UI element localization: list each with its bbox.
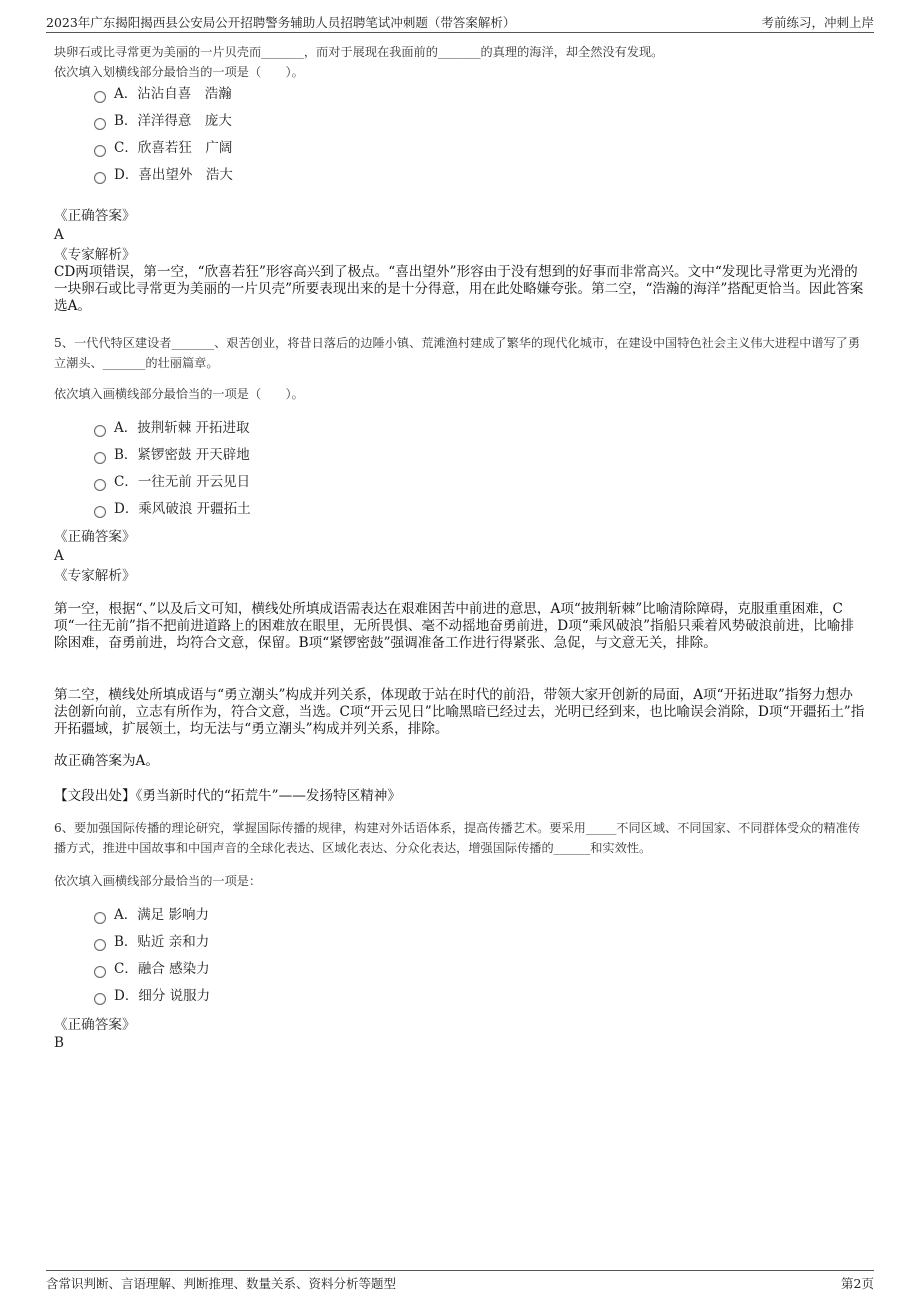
q5-option-c[interactable]: C．一往无前 开云见日 [54, 469, 866, 496]
q6-option-b[interactable]: B．贴近 亲和力 [54, 929, 866, 956]
q6-answer: B [54, 1035, 64, 1051]
q5-prompt: 依次填入画横线部分最恰当的一项是（ ）。 [54, 387, 304, 401]
q5-option-d[interactable]: D．乘风破浪 开疆拓土 [54, 496, 866, 523]
q4-options [54, 81, 866, 189]
q4-answer-label: 《正确答案》 [54, 208, 136, 224]
q4-answer: A [54, 227, 64, 243]
q6-answer-label: 《正确答案》 [54, 1017, 136, 1033]
q5-analysis-label: 《专家解析》 [54, 568, 136, 584]
q4-analysis-label: 《专家解析》 [54, 247, 136, 263]
radio-icon[interactable] [94, 145, 106, 157]
q6-options [54, 902, 866, 1010]
q6-option-d[interactable]: D．细分 说服力 [54, 983, 866, 1010]
page-header [46, 10, 874, 33]
q5-conclusion: 故正确答案为A。 [54, 753, 159, 769]
radio-icon[interactable] [94, 966, 106, 978]
radio-icon[interactable] [94, 506, 106, 518]
radio-icon[interactable] [94, 912, 106, 924]
radio-icon[interactable] [94, 993, 106, 1005]
q6-option-c[interactable]: C．融合 感染力 [54, 956, 866, 983]
footer-note: 含常识判断、言语理解、判断推理、数量关系、资料分析等题型 [46, 1276, 397, 1291]
document-title: 2023年广东揭阳揭西县公安局公开招聘警务辅助人员招聘笔试冲刺题（带答案解析） [46, 15, 516, 30]
q4-analysis: CD两项错误，第一空，“欣喜若狂”形容高兴到了极点。“喜出望外”形容由于没有想到的好事而非常高兴。文中“发现比寻常更为光滑的一块卵石或比寻常更为美丽的一片贝壳”所要表现出来的是十分得意，用在此处略嫌夸张。第二空，“浩瀚的海洋”搭配更恰当。因此答案选A。 [54, 264, 864, 314]
radio-icon[interactable] [94, 939, 106, 951]
radio-icon[interactable] [94, 118, 106, 130]
q5-stem: 5、一代代特区建设者_______、艰苦创业，将昔日落后的边陲小镇、荒滩渔村建成了繁华的现代化城市，在建设中国特色社会主义伟大进程中谱写了勇立潮头、_______的壮丽篇章。 [54, 336, 861, 370]
q5-answer-label: 《正确答案》 [54, 529, 136, 545]
q5-option-a[interactable]: A．披荆斩棘 开拓进取 [54, 415, 866, 442]
q5-analysis-p1: 第一空，根据“、”以及后文可知，横线处所填成语需表达在艰难困苦中前进的意思，A项“披荆斩棘”比喻清除障碍，克服重重困难，C项“一往无前”指不把前进道路上的困难放在眼里，无所畏惧、毫不动摇地奋勇前进，D项“乘风破浪”指船只乘着风势破浪前进，比喻排除困难，奋勇前进，均符合文意，保留。B项“紧锣密鼓”强调准备工作进行得紧张、急促，与文意无关，排除。 [54, 601, 854, 651]
q6-stem: 6、要加强国际传播的理论研究，掌握国际传播的规律，构建对外话语体系，提高传播艺术。要采用_____不同区域、不同国家、不同群体受众的精准传播方式，推进中国故事和中国声音的全球化表达、区域化表达、分众化表达，增强国际传播的______和实效性。 [54, 821, 861, 855]
q4-option-d[interactable]: D．喜出望外 浩大 [54, 162, 866, 189]
radio-icon[interactable] [94, 91, 106, 103]
q6-prompt: 依次填入画横线部分最恰当的一项是： [54, 874, 262, 888]
q5-source: 【文段出处】《勇当新时代的“拓荒牛”——发扬特区精神》 [54, 788, 401, 804]
q4-option-b[interactable]: B．洋洋得意 庞大 [54, 108, 866, 135]
q4-stem: 块卵石或比寻常更为美丽的一片贝壳而_______，而对于展现在我面前的_______的真理的海洋，却全然没有发现。 [54, 45, 664, 59]
q6-option-a[interactable]: A．满足 影响力 [54, 902, 866, 929]
q5-analysis-p2: 第二空，横线处所填成语与“勇立潮头”构成并列关系，体现敢于站在时代的前沿，带领大家开创新的局面，A项“开拓进取”指努力想办法创新向前，立志有所作为，符合文意，当选。C项“开云见日”比喻黑暗已经过去，光明已经到来，也比喻误会消除，D项“开疆拓土”指开拓疆域，扩展领土，均无法与“勇立潮头”构成并列关系，排除。 [54, 687, 865, 737]
q4-option-a[interactable]: A．沾沾自喜 浩瀚 [54, 81, 866, 108]
radio-icon[interactable] [94, 425, 106, 437]
q5-options [54, 415, 866, 523]
page-number: 第2页 [841, 1276, 874, 1291]
q4-option-c[interactable]: C．欣喜若狂 广阔 [54, 135, 866, 162]
q5-option-b[interactable]: B．紧锣密鼓 开天辟地 [54, 442, 866, 469]
page-footer [46, 1270, 874, 1293]
radio-icon[interactable] [94, 479, 106, 491]
radio-icon[interactable] [94, 172, 106, 184]
radio-icon[interactable] [94, 452, 106, 464]
header-slogan: 考前练习，冲刺上岸 [761, 15, 874, 30]
q4-prompt: 依次填入划横线部分最恰当的一项是（ ）。 [54, 65, 304, 79]
q5-answer: A [54, 548, 64, 564]
